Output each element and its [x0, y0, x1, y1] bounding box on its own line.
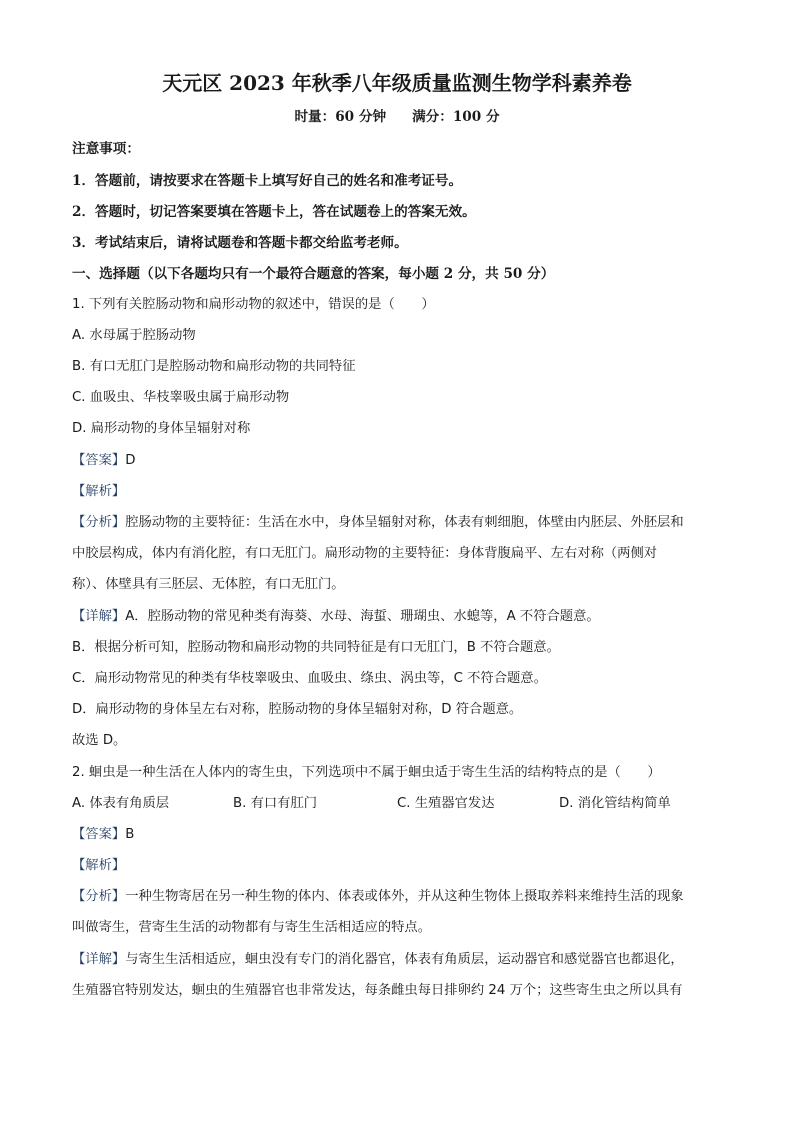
option-b: B. 有口有肛门: [233, 796, 318, 811]
section-heading: 一、选择题（以下各题均只有一个最符合题意的答案，每小题 2 分，共 50 分）: [72, 266, 555, 282]
notice-heading: 注意事项：: [72, 141, 140, 157]
notice-item: 2．答题时，切记答案要填在答题卡上，答在试题卷上的答案无效。: [72, 204, 476, 220]
analysis-tag: 【解析】: [72, 484, 126, 499]
xiangjie-tag: 【详解】: [72, 609, 126, 624]
fenxi-tag: 【分析】: [72, 515, 126, 530]
time-limit: 时量：60 分钟: [294, 109, 387, 125]
answer-value: D: [125, 453, 136, 468]
detail-paragraph: 【详解】与寄生生活相适应，蛔虫没有专门的消化器官，体表有角质层，运动器官和感觉器官也都退化，: [72, 952, 684, 967]
option-b: B. 有口无肛门是腔肠动物和扁形动物的共同特征: [72, 359, 356, 374]
analysis-paragraph: 称）、体壁具有三胚层、无体腔，有口无肛门。: [72, 577, 345, 592]
notice-item: 3．考试结束后，请将试题卷和答题卡都交给监考老师。: [72, 235, 408, 251]
detail-paragraph: D．扁形动物的身体呈左右对称，腔肠动物的身体呈辐射对称，D 符合题意。: [72, 702, 523, 717]
exam-title: 天元区 2023 年秋季八年级质量监测生物学科素养卷: [162, 71, 632, 95]
question-stem: 1. 下列有关腔肠动物和扁形动物的叙述中，错误的是（ ）: [72, 297, 435, 312]
conclusion: 故选 D。: [72, 733, 127, 748]
option-c: C. 生殖器官发达: [397, 796, 495, 811]
answer-tag: 【答案】: [72, 453, 126, 468]
answer-value: B: [125, 827, 135, 842]
analysis-paragraph: 中胶层构成，体内有消化腔，有口无肛门。扁形动物的主要特征：身体背腹扁平、左右对称（两侧对: [72, 546, 658, 561]
full-score: 满分：100 分: [412, 109, 500, 125]
detail-paragraph: 生殖器官特别发达，蛔虫的生殖器官也非常发达，每条雌虫每日排卵约 24 万个；这些寄生虫之所以具有: [72, 983, 683, 998]
question-stem: 2. 蛔虫是一种生活在人体内的寄生虫，下列选项中不属于蛔虫适于寄生生活的结构特点的是（ ）: [72, 765, 661, 780]
detail-paragraph: C．扁形动物常见的种类有华枝睾吸虫、血吸虫、绦虫、涡虫等，C 不符合题意。: [72, 671, 547, 686]
detail-paragraph: B．根据分析可知，腔肠动物和扁形动物的共同特征是有口无肛门，B 不符合题意。: [72, 640, 560, 655]
analysis-paragraph: 叫做寄生，营寄生生活的动物都有与寄生生活相适应的特点。: [72, 920, 432, 935]
exam-meta: [0, 108, 794, 126]
analysis-paragraph: 【分析】腔肠动物的主要特征：生活在水中，身体呈辐射对称，体表有刺细胞，体壁由内胚层、外胚层和: [72, 515, 684, 530]
answer-tag: 【答案】: [72, 827, 126, 842]
xiangjie-tag: 【详解】: [72, 952, 126, 967]
answer-line: [72, 826, 134, 844]
notice-item: 1．答题前，请按要求在答题卡上填写好自己的姓名和准考证号。: [72, 173, 463, 189]
analysis-tag: 【解析】: [72, 858, 126, 873]
fenxi-tag: 【分析】: [72, 889, 126, 904]
option-d: D. 扁形动物的身体呈辐射对称: [72, 421, 251, 436]
option-a: A. 水母属于腔肠动物: [72, 328, 196, 343]
option-d: D. 消化管结构简单: [559, 796, 671, 811]
option-a: A. 体表有角质层: [72, 796, 170, 811]
analysis-paragraph: 【分析】一种生物寄居在另一种生物的体内、体表或体外，并从这种生物体上摄取养料来维持生活的现象: [72, 889, 684, 904]
option-c: C. 血吸虫、华枝睾吸虫属于扁形动物: [72, 390, 290, 405]
detail-paragraph: 【详解】A．腔肠动物的常见种类有海葵、水母、海蜇、珊瑚虫、水螅等，A 不符合题意。: [72, 609, 600, 624]
answer-line: [72, 452, 135, 470]
